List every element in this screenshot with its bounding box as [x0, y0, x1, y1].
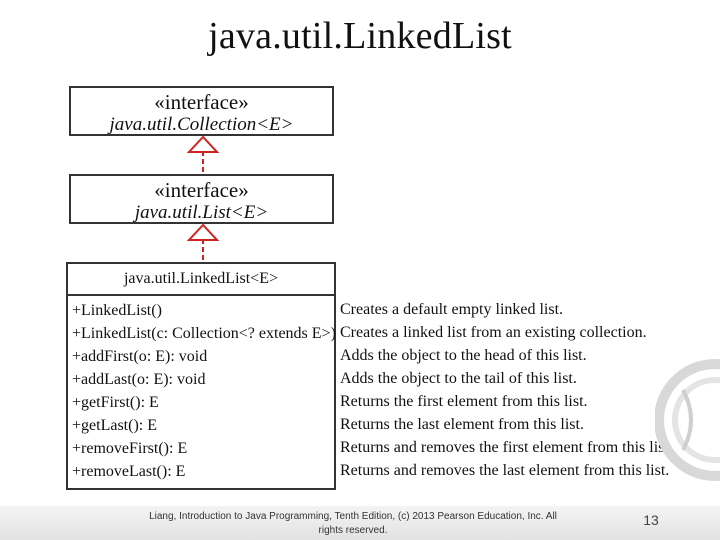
interface-name: java.util.List<E>	[134, 202, 269, 223]
member-description: Returns and removes the first element from this list.	[340, 439, 673, 456]
member-signature: +getFirst(): E	[72, 394, 159, 411]
realization-arrow-linkedlist-to-list	[189, 225, 217, 260]
realization-arrow-list-to-collection	[189, 137, 217, 172]
decorative-emblem-icon	[655, 350, 720, 490]
member-signature: +getLast(): E	[72, 417, 157, 434]
interface-stereotype: «interface»	[154, 90, 249, 114]
page-number: 13	[643, 512, 659, 528]
member-description: Returns the last element from this list.	[340, 416, 584, 433]
member-signature: +LinkedList(c: Collection<? extends E>)	[72, 325, 336, 342]
slide-title: java.util.LinkedList	[208, 15, 512, 57]
member-description: Creates a linked list from an existing collection.	[340, 324, 647, 341]
collection-interface-box	[69, 86, 334, 136]
list-interface-box	[69, 174, 334, 224]
interface-stereotype: «interface»	[154, 178, 249, 202]
member-signature: +addFirst(o: E): void	[72, 348, 208, 365]
member-signature: +removeFirst(): E	[72, 440, 188, 457]
member-description: Returns and removes the last element from this list.	[340, 462, 670, 479]
class-name: java.util.LinkedList<E>	[68, 266, 334, 296]
member-signature: +removeLast(): E	[72, 463, 186, 480]
member-description: Returns the first element from this list.	[340, 393, 588, 410]
footer-copyright: Liang, Introduction to Java Programming, Tenth Edition, (c) 2013 Pearson Education, Inc. All rights reserved.	[149, 511, 557, 536]
interface-name: java.util.Collection<E>	[109, 114, 294, 135]
member-description: Creates a default empty linked list.	[340, 301, 564, 318]
member-signature: +addLast(o: E): void	[72, 371, 206, 388]
member-description: Adds the object to the tail of this list.	[340, 370, 577, 387]
linkedlist-class-box	[66, 262, 336, 490]
member-description: Adds the object to the head of this list.	[340, 347, 587, 364]
member-signature: +LinkedList()	[72, 302, 162, 319]
